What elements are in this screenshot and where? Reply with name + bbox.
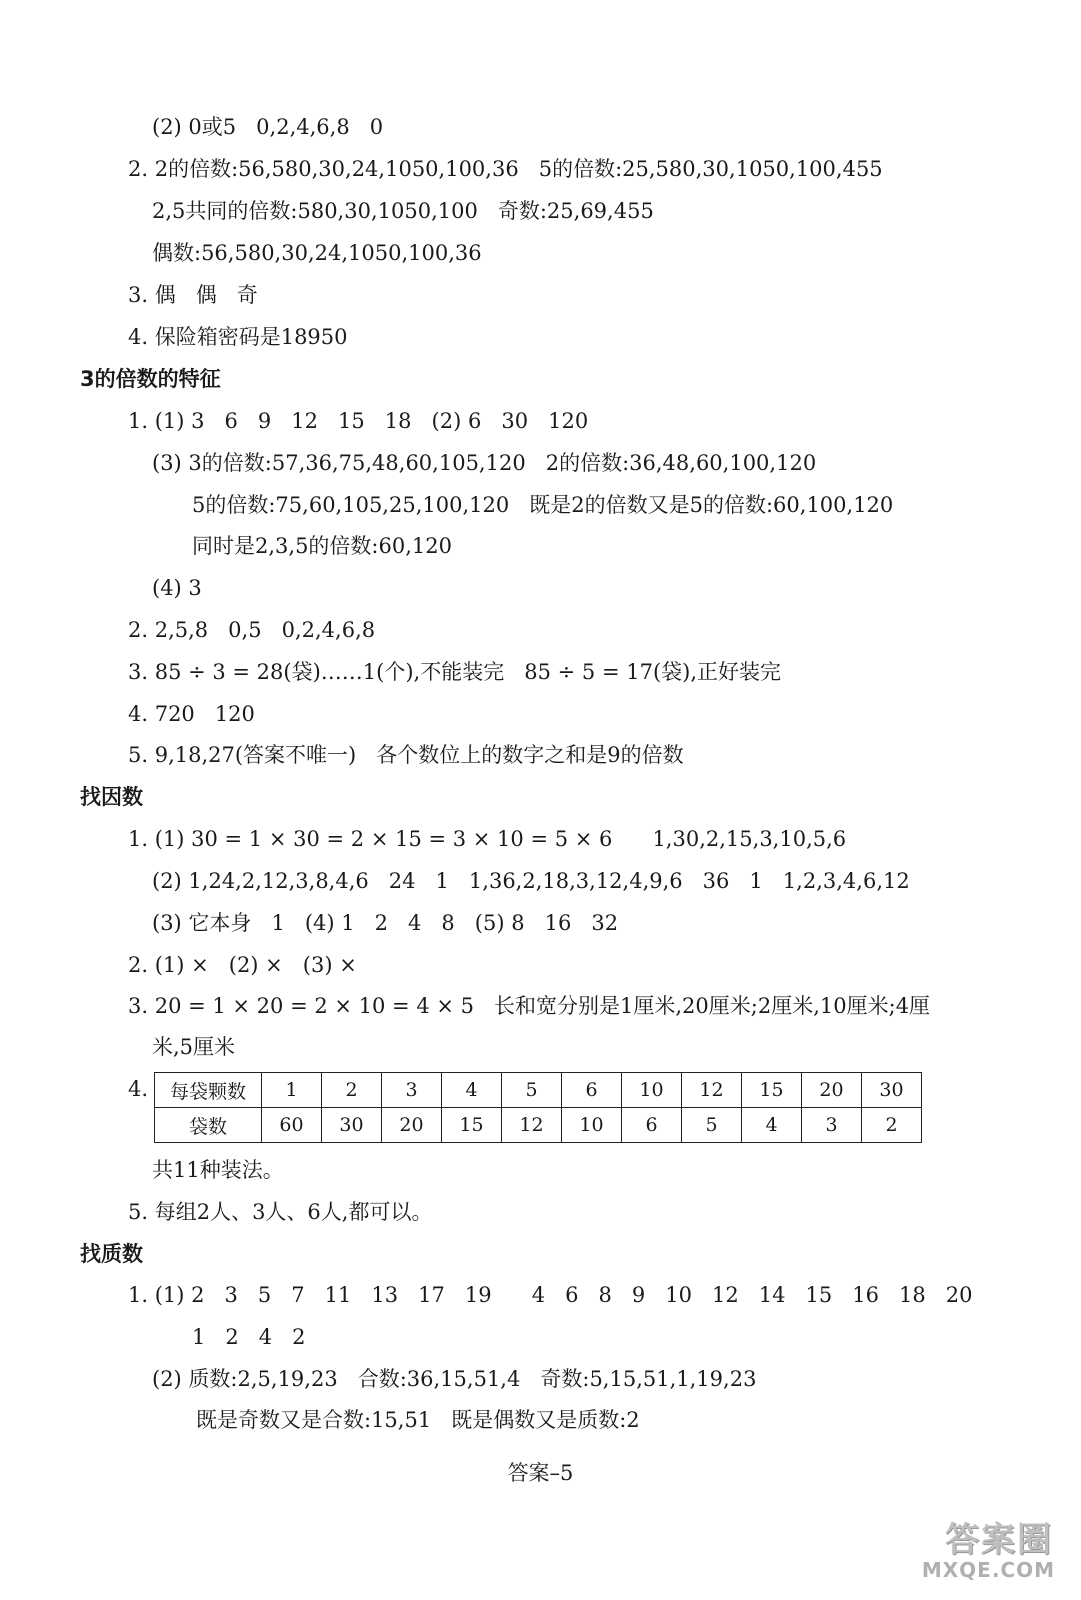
answer-line: (2) 质数:2,5,19,23 合数:36,15,51,4 奇数:5,15,51,1,19,23 bbox=[152, 1367, 757, 1391]
table-cell: 3 bbox=[802, 1108, 862, 1143]
table-cell: 10 bbox=[622, 1073, 682, 1108]
watermark-text: 答案圈 bbox=[945, 1520, 1053, 1560]
answer-line: 共11种装法。 bbox=[152, 1158, 284, 1182]
table-cell: 10 bbox=[562, 1108, 622, 1143]
answer-line: 1. (1) 2 3 5 7 11 13 17 19 4 6 8 9 10 12 14 15 16 18 20 bbox=[128, 1283, 973, 1307]
answer-line: 2. 2,5,8 0,5 0,2,4,6,8 bbox=[128, 618, 376, 642]
answer-line: 2. (1) × (2) × (3) × bbox=[128, 953, 357, 977]
table-cell: 4 bbox=[442, 1073, 502, 1108]
answer-line: 5. 9,18,27(答案不唯一) 各个数位上的数字之和是9的倍数 bbox=[128, 743, 684, 767]
answer-line: (4) 3 bbox=[152, 576, 202, 600]
table-cell: 20 bbox=[802, 1073, 862, 1108]
answer-line: (2) 1,24,2,12,3,8,4,6 24 1 1,36,2,18,3,12,4,9,6 36 1 1,2,3,4,6,12 bbox=[152, 869, 910, 893]
table-cell: 袋数 bbox=[155, 1108, 262, 1143]
table-cell: 6 bbox=[622, 1108, 682, 1143]
answer-line: 5的倍数:75,60,105,25,100,120 既是2的倍数又是5的倍数:60,100,120 bbox=[192, 493, 894, 517]
table-row bbox=[155, 1073, 922, 1108]
table-cell: 60 bbox=[262, 1108, 322, 1143]
answer-line: 1 2 4 2 bbox=[192, 1325, 306, 1349]
table-cell: 15 bbox=[742, 1073, 802, 1108]
table-cell: 每袋颗数 bbox=[155, 1073, 262, 1108]
answer-line: 1. (1) 30 = 1 × 30 = 2 × 15 = 3 × 10 = 5 × 6 1,30,2,15,3,10,5,6 bbox=[128, 827, 847, 851]
answer-line: 偶数:56,580,30,24,1050,100,36 bbox=[152, 241, 482, 265]
answer-line: 4. 720 120 bbox=[128, 702, 255, 726]
answer-line: 既是奇数又是合数:15,51 既是偶数又是质数:2 bbox=[196, 1408, 640, 1432]
watermark-url: MXQE.COM bbox=[921, 1558, 1055, 1582]
answer-line: 2,5共同的倍数:580,30,1050,100 奇数:25,69,455 bbox=[152, 199, 654, 223]
table-cell: 6 bbox=[562, 1073, 622, 1108]
watermark-logo bbox=[893, 1512, 1063, 1582]
answer-line: 同时是2,3,5的倍数:60,120 bbox=[192, 534, 452, 558]
answer-line: 3. 20 = 1 × 20 = 2 × 10 = 4 × 5 长和宽分别是1厘米,20厘米;2厘米,10厘米;4厘 bbox=[128, 994, 931, 1018]
answer-line: 3. 偶 偶 奇 bbox=[128, 283, 258, 307]
section-heading: 找质数 bbox=[80, 1242, 143, 1266]
table-cell: 5 bbox=[682, 1108, 742, 1143]
answer-line: 1. (1) 3 6 9 12 15 18 (2) 6 30 120 bbox=[128, 409, 589, 433]
answer-line: 3. 85 ÷ 3 = 28(袋)……1(个),不能装完 85 ÷ 5 = 17(袋),正好装完 bbox=[128, 660, 781, 684]
table-cell: 4 bbox=[742, 1108, 802, 1143]
table-cell: 2 bbox=[862, 1108, 922, 1143]
answer-line: 2. 2的倍数:56,580,30,24,1050,100,36 5的倍数:25,580,30,1050,100,455 bbox=[128, 157, 883, 181]
answer-line: 4. 保险箱密码是18950 bbox=[128, 325, 348, 349]
table-cell: 20 bbox=[382, 1108, 442, 1143]
table-cell: 30 bbox=[862, 1073, 922, 1108]
table-cell: 3 bbox=[382, 1073, 442, 1108]
bags-table bbox=[154, 1072, 922, 1143]
table-cell: 5 bbox=[502, 1073, 562, 1108]
answer-line: (2) 0或5 0,2,4,6,8 0 bbox=[152, 115, 384, 139]
question-number: 4. bbox=[128, 1077, 149, 1101]
table-row bbox=[155, 1108, 922, 1143]
table-cell: 15 bbox=[442, 1108, 502, 1143]
answer-line: (3) 它本身 1 (4) 1 2 4 8 (5) 8 16 32 bbox=[152, 911, 619, 935]
answer-line: 米,5厘米 bbox=[152, 1035, 236, 1059]
section-heading: 3的倍数的特征 bbox=[80, 367, 221, 391]
page-number: 答案–5 bbox=[507, 1461, 574, 1485]
table-cell: 12 bbox=[682, 1073, 742, 1108]
table-cell: 1 bbox=[262, 1073, 322, 1108]
table-cell: 30 bbox=[322, 1108, 382, 1143]
answer-line: (3) 3的倍数:57,36,75,48,60,105,120 2的倍数:36,48,60,100,120 bbox=[152, 451, 817, 475]
table-cell: 2 bbox=[322, 1073, 382, 1108]
answer-line: 5. 每组2人、3人、6人,都可以。 bbox=[128, 1200, 433, 1224]
section-heading: 找因数 bbox=[80, 785, 143, 809]
table-cell: 12 bbox=[502, 1108, 562, 1143]
